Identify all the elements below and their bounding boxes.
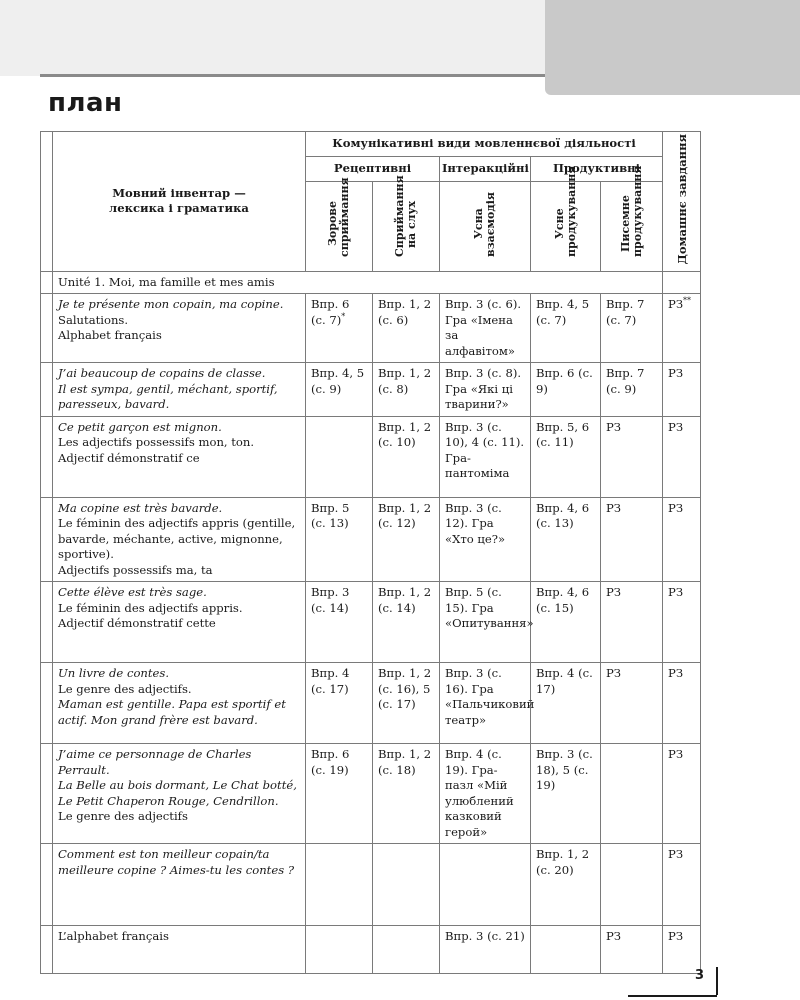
table-gutter	[41, 271, 53, 294]
page-number-rule-horizontal	[628, 995, 717, 997]
header-interactive: Інтеракційні	[440, 156, 531, 181]
inventory-line: Alphabet français	[58, 328, 162, 343]
cell-homework-text: РЗ	[668, 500, 684, 515]
header-written-production	[601, 165, 663, 271]
table-row	[41, 363, 701, 417]
cell-oral-interaction-text: Впр. 3 (с. 16). Гра «Пальчиковий театр»	[445, 666, 535, 727]
header-listening-label: Сприймання на слух	[393, 175, 418, 258]
cell-oral-interaction	[440, 926, 531, 974]
cell-visual-text: Впр. 4 (с. 17)	[311, 666, 350, 696]
header-activities: Комунікативні види мовленнєвої діяльності	[306, 132, 663, 157]
cell-inventory	[53, 363, 306, 417]
cell-oral-interaction-text: Впр. 3 (с. 12). Гра «Хто це?»	[445, 500, 506, 546]
cell-visual	[306, 663, 373, 744]
cell-inventory	[53, 844, 306, 926]
footnote-mark: **	[683, 296, 692, 306]
cell-oral-interaction	[440, 663, 535, 744]
cell-inventory	[53, 294, 306, 363]
table-gutter	[41, 416, 53, 497]
cell-oral-interaction-text: Впр. 3 (с. 8). Гра «Які ці тварини?»	[445, 366, 522, 412]
inventory-line: Un livre de contes.	[58, 666, 170, 681]
cell-homework	[663, 744, 701, 844]
cell-written-production	[601, 844, 663, 926]
inventory-line: Salutations.	[58, 312, 129, 327]
cell-oral-production-text: Впр. 3 (с. 18), 5 (с. 19)	[536, 747, 593, 793]
cell-oral-interaction	[440, 844, 531, 926]
inventory-line: Le genre des adjectifs	[58, 809, 188, 824]
cell-listening	[373, 416, 440, 497]
cell-visual-text: Впр. 6 (с. 19)	[311, 747, 350, 777]
cell-written-production	[601, 416, 663, 497]
table-gutter	[41, 582, 53, 663]
cell-oral-production-text: Впр. 1, 2 (с. 20)	[536, 847, 590, 877]
table-gutter	[41, 363, 53, 417]
table-gutter	[41, 497, 53, 582]
page-number-rule-vertical	[716, 967, 718, 995]
table-row	[41, 294, 701, 363]
cell-homework-text: РЗ	[668, 366, 684, 381]
table-gutter	[41, 744, 53, 844]
cell-oral-production	[531, 416, 601, 497]
cell-listening	[373, 497, 440, 582]
cell-written-production	[601, 582, 663, 663]
inventory-line: Le genre des adjectifs.	[58, 681, 192, 696]
lesson-plan-table	[40, 131, 701, 974]
cell-oral-production	[531, 844, 601, 926]
cell-listening-text: Впр. 1, 2 (с. 18)	[378, 747, 432, 777]
header-inventory: Мовний інвентар — лексика і граматика	[53, 132, 306, 272]
cell-written-production-text: РЗ	[606, 585, 622, 600]
cell-oral-interaction-text: Впр. 4 (с. 19). Гра-пазл «Мій улюблений казковий герой»	[445, 747, 514, 839]
cell-oral-production-text: Впр. 6 (с. 9)	[536, 366, 593, 396]
cell-written-production-text: Впр. 7 (с. 7)	[606, 297, 645, 327]
inventory-line: Adjectif démonstratif cette	[58, 616, 216, 631]
table-gutter	[41, 663, 53, 744]
cell-inventory	[53, 663, 306, 744]
cell-inventory	[53, 497, 306, 582]
footnote-mark: *	[341, 312, 346, 321]
cell-listening-text: Впр. 1, 2 (с. 6)	[378, 297, 432, 327]
header-productive: Продуктивні	[531, 156, 663, 181]
table-row	[41, 844, 701, 926]
cell-visual	[306, 582, 373, 663]
table-gutter	[41, 294, 53, 363]
cell-written-production	[601, 663, 663, 744]
inventory-line: Cette élève est très sage.	[58, 585, 207, 600]
cell-listening	[373, 582, 440, 663]
cell-oral-interaction	[440, 363, 531, 417]
cell-oral-production	[531, 663, 601, 744]
cell-listening-text: Впр. 1, 2 (с. 10)	[378, 419, 432, 450]
cell-written-production	[601, 497, 663, 582]
cell-listening-text: Впр. 1, 2 (с. 14)	[378, 585, 432, 615]
table-row	[41, 497, 701, 582]
unit-title-end	[663, 271, 701, 294]
header-rule	[40, 74, 545, 77]
table-gutter	[41, 844, 53, 926]
cell-written-production	[601, 294, 663, 363]
header-homework	[663, 132, 701, 272]
inventory-line: J’aime ce personnage de Charles Perrault.	[58, 747, 252, 777]
cell-visual	[306, 926, 373, 974]
cell-written-production-text: РЗ	[606, 419, 622, 434]
cell-inventory	[53, 582, 306, 663]
inventory-line: Ma copine est très bavarde.	[58, 500, 223, 515]
cell-inventory	[53, 744, 306, 844]
header-oral-interaction	[440, 181, 531, 271]
cell-written-production	[601, 926, 663, 974]
table-row	[41, 416, 701, 497]
cell-visual-text: Впр. 4, 5 (с. 9)	[311, 366, 365, 396]
cell-oral-production-text: Впр. 4, 5 (с. 7)	[536, 297, 590, 327]
cell-visual-text: Впр. 3 (с. 14)	[311, 585, 350, 615]
cell-oral-production	[531, 744, 601, 844]
header-visual-label: Зорове сприймання	[326, 177, 351, 258]
table-gutter	[41, 926, 53, 974]
cell-homework-text: РЗ	[668, 297, 684, 312]
inventory-line: Le féminin des adjectifs appris.	[58, 600, 243, 615]
cell-listening	[373, 363, 440, 417]
cell-listening-text: Впр. 1, 2 (с. 8)	[378, 366, 432, 396]
cell-oral-interaction	[440, 582, 534, 663]
cell-visual-text: Впр. 5 (с. 13)	[311, 500, 350, 531]
cell-oral-interaction	[440, 744, 531, 844]
cell-oral-production	[531, 497, 601, 582]
cell-oral-interaction-text: Впр. 3 (с. 10), 4 (с. 11). Гра-пантоміма	[445, 419, 525, 481]
cell-oral-production-text: Впр. 4, 6 (с. 15)	[536, 585, 590, 615]
cell-oral-production	[531, 582, 601, 663]
header-tab	[545, 0, 800, 95]
cell-oral-interaction-text: Впр. 5 (с. 15). Гра «Опитування»	[445, 585, 534, 631]
cell-listening	[373, 294, 440, 363]
header-band	[0, 0, 545, 76]
cell-oral-production	[531, 294, 601, 363]
inventory-line: La Belle au bois dormant, Le Chat botté, Le Petit Chaperon Rouge, Cendrillon.	[58, 778, 297, 808]
cell-listening	[373, 663, 440, 744]
header-receptive: Рецептивні	[306, 156, 440, 181]
table-row	[41, 582, 701, 663]
cell-oral-production	[531, 363, 601, 417]
cell-written-production-text: РЗ	[606, 500, 622, 515]
cell-listening-text: Впр. 1, 2 (с. 16), 5 (с. 17)	[378, 666, 432, 712]
cell-homework-text: РЗ	[668, 419, 684, 434]
cell-visual	[306, 416, 373, 497]
header-oral-production-label: Усне продукування	[552, 165, 578, 258]
cell-homework-text: РЗ	[668, 847, 684, 862]
cell-written-production-text: Впр. 7 (с. 9)	[606, 366, 645, 396]
cell-visual	[306, 363, 373, 417]
table-row	[41, 744, 701, 844]
cell-visual	[306, 294, 373, 363]
cell-visual-text: Впр. 6 (с. 7)	[311, 297, 350, 327]
header-visual	[306, 177, 373, 271]
cell-inventory	[53, 926, 306, 974]
table-gutter	[41, 132, 53, 272]
cell-homework	[663, 497, 701, 582]
cell-homework	[663, 844, 701, 926]
cell-homework	[663, 926, 701, 974]
inventory-line: L’alphabet français	[58, 929, 169, 944]
cell-visual	[306, 844, 373, 926]
cell-listening	[373, 744, 440, 844]
unit-title: Unité 1. Moi, ma famille et mes amis	[53, 271, 663, 294]
cell-oral-production-text: Впр. 5, 6 (с. 11)	[536, 419, 590, 450]
cell-homework	[663, 663, 701, 744]
header-homework-label: Домашнє завдання	[674, 134, 689, 265]
cell-listening	[373, 844, 440, 926]
inventory-line: Il est sympa, gentil, méchant, sportif, paresseux, bavard.	[58, 381, 278, 412]
header-written-production-label: Писемне продукування	[618, 165, 644, 258]
cell-homework-text: РЗ	[668, 747, 684, 762]
cell-visual	[306, 497, 373, 582]
cell-homework-text: РЗ	[668, 585, 684, 600]
cell-written-production	[601, 744, 663, 844]
inventory-line: J’ai beaucoup de copains de classe.	[58, 366, 266, 381]
inventory-line: Comment est ton meilleur copain/ta meilleure copine ? Aimes-tu les contes ?	[58, 847, 295, 877]
inventory-line: Le féminin des adjectifs appris (gentille, bavarde, méchante, active, mignonne, sportive).	[58, 516, 296, 562]
cell-oral-production-text: Впр. 4, 6 (с. 13)	[536, 500, 590, 531]
cell-listening	[373, 926, 440, 974]
page-title: план	[48, 88, 123, 118]
cell-oral-production	[531, 926, 601, 974]
cell-homework	[663, 416, 701, 497]
cell-oral-interaction	[440, 497, 531, 582]
cell-written-production	[601, 363, 663, 417]
cell-homework	[663, 363, 701, 417]
table-row	[41, 663, 701, 744]
cell-inventory	[53, 416, 306, 497]
cell-homework	[663, 582, 701, 663]
cell-oral-production-text: Впр. 4 (с. 17)	[536, 666, 593, 696]
cell-oral-interaction	[440, 294, 531, 363]
header-oral-production	[531, 165, 601, 271]
cell-homework-text: РЗ	[668, 929, 684, 944]
cell-homework-text: РЗ	[668, 666, 684, 681]
cell-written-production-text: РЗ	[606, 666, 622, 681]
cell-oral-interaction-text: Впр. 3 (с. 6). Гра «Імена за алфавітом»	[445, 297, 522, 358]
inventory-line: Adjectifs possessifs ma, ta	[58, 562, 213, 577]
header-listening	[373, 175, 440, 271]
page-number: 3	[695, 968, 705, 983]
inventory-line: Je te présente mon copain, ma copine.	[58, 297, 284, 312]
cell-homework	[663, 294, 701, 363]
cell-visual	[306, 744, 373, 844]
inventory-line: Maman est gentille. Papa est sportif et actif. Mon grand frère est bavard.	[58, 697, 286, 727]
inventory-line: Ce petit garçon est mignon.	[58, 419, 222, 434]
cell-oral-interaction-text: Впр. 3 (с. 21)	[445, 929, 525, 944]
inventory-line: Les adjectifs possessifs mon, ton. Adjectif démonstratif ce	[58, 435, 255, 465]
cell-oral-interaction	[440, 416, 531, 497]
header-oral-interaction-label: Усна взаємодія	[472, 191, 497, 257]
cell-listening-text: Впр. 1, 2 (с. 12)	[378, 500, 432, 531]
table-row	[41, 926, 701, 974]
cell-written-production-text: РЗ	[606, 929, 622, 944]
